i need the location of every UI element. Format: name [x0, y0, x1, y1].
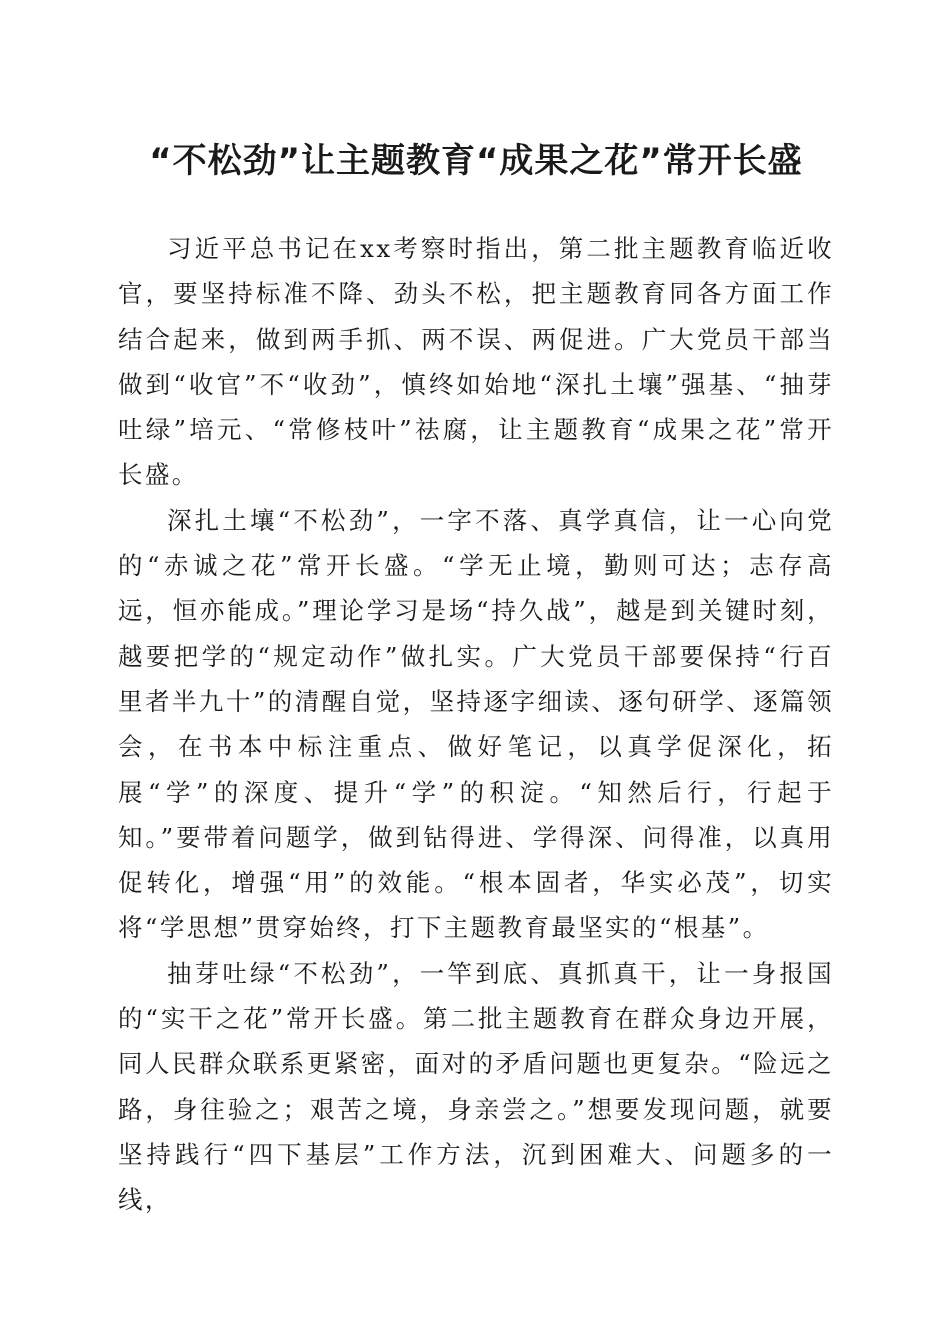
- paragraph-1: 习近平总书记在xx考察时指出，第二批主题教育临近收官，要坚持标准不降、劲头不松，把主题教育同各方面工作结合起来，做到两手抓、两不误、两促进。广大党员干部当做到“收官”不“收劲”，慎终如始地“深扎土壤”强基、“抽芽吐绿”培元、“常修枝叶”祛腐，让主题教育“成果之花”常开长盛。: [118, 234, 834, 490]
- paragraph-2: 深扎土壤“不松劲”，一字不落、真学真信，让一心向党的“赤诚之花”常开长盛。“学无止境，勤则可达；志存高远，恒亦能成。”理论学习是场“持久战”，越是到关键时刻，越要把学的“规定动作”做扎实。广大党员干部要保持“行百里者半九十”的清醒自觉，坚持逐字细读、逐句研学、逐篇领会，在书本中标注重点、做好笔记，以真学促深化，拓展“学”的深度、提升“学”的积淀。“知然后行，行起于知。”要带着问题学，做到钻得进、学得深、问得准，以真用促转化，增强“用”的效能。“根本固者，华实必茂”，切实将“学思想”贯穿始终，打下主题教育最坚实的“根基”。: [118, 505, 834, 943]
- document-body: [118, 226, 834, 1223]
- document-title: “不松劲”让主题教育“成果之花”常开长盛: [149, 141, 803, 181]
- paragraph-3: 抽芽吐绿“不松劲”，一竿到底、真抓真干，让一身报国的“实干之花”常开长盛。第二批主题教育在群众身边开展，同人民群众联系更紧密，面对的矛盾问题也更复杂。“险远之路，身往验之；艰苦之境，身亲尝之。”想要发现问题，就要坚持践行“四下基层”工作方法，沉到困难大、问题多的一线，: [118, 958, 834, 1215]
